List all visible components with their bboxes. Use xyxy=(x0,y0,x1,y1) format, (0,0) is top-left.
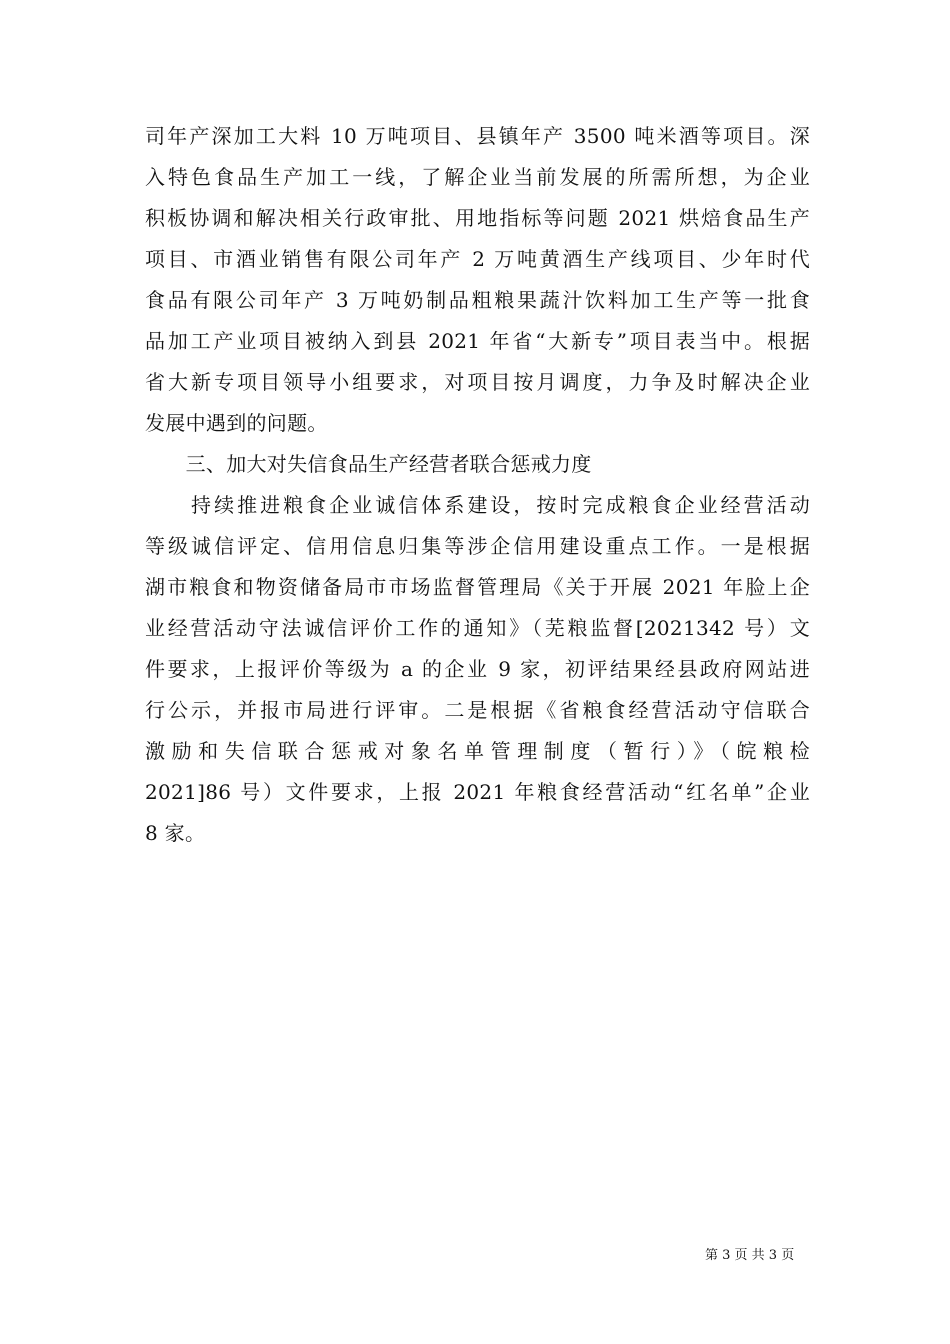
text-line: 项目、市酒业销售有限公司年产 2 万吨黄酒生产线项目、少年时代 xyxy=(145,247,810,271)
text-line: 品加工产业项目被纳入到县 2021 年省“大新专”项目表当中。根据 xyxy=(145,329,810,353)
document-text xyxy=(145,116,810,854)
text-line: 湖市粮食和物资储备局市市场监督管理局《关于开展 2021 年脸上企 xyxy=(145,575,810,599)
text-line: 等级诚信评定、信用信息归集等涉企信用建设重点工作。一是根据 xyxy=(145,534,810,558)
text-line: 激励和失信联合惩戒对象名单管理制度（暂行）》（皖粮检 xyxy=(145,739,810,763)
text-line: 积板协调和解决相关行政审批、用地指标等问题 2021 烘焙食品生产 xyxy=(145,206,810,230)
text-line: 食品有限公司年产 3 万吨奶制品粗粮果蔬汁饮料加工生产等一批食 xyxy=(145,288,810,312)
text-line: 2021]86 号）文件要求，上报 2021 年粮食经营活动“红名单”企业 xyxy=(145,780,810,804)
text-line: 三、加大对失信食品生产经营者联合惩戒力度 xyxy=(145,452,592,476)
text-line: 持续推进粮食企业诚信体系建设，按时完成粮食企业经营活动 xyxy=(145,493,810,517)
document-body xyxy=(145,116,810,854)
text-line: 司年产深加工大料 10 万吨项目、县镇年产 3500 吨米酒等项目。深 xyxy=(145,124,810,148)
text-line: 发展中遇到的问题。 xyxy=(145,411,328,435)
text-line: 件要求，上报评价等级为 a 的企业 9 家，初评结果经县政府网站进 xyxy=(145,657,810,681)
text-line: 省大新专项目领导小组要求，对项目按月调度，力争及时解决企业 xyxy=(145,370,810,394)
text-line: 8 家。 xyxy=(145,821,206,845)
text-line: 业经营活动守法诚信评价工作的通知》（芜粮监督[2021342 号）文 xyxy=(145,616,810,640)
text-line: 行公示，并报市局进行评审。二是根据《省粮食经营活动守信联合 xyxy=(145,698,810,722)
page-number: 第 3 页 共 3 页 xyxy=(705,1248,795,1263)
text-line: 入特色食品生产加工一线，了解企业当前发展的所需所想，为企业 xyxy=(145,165,810,189)
